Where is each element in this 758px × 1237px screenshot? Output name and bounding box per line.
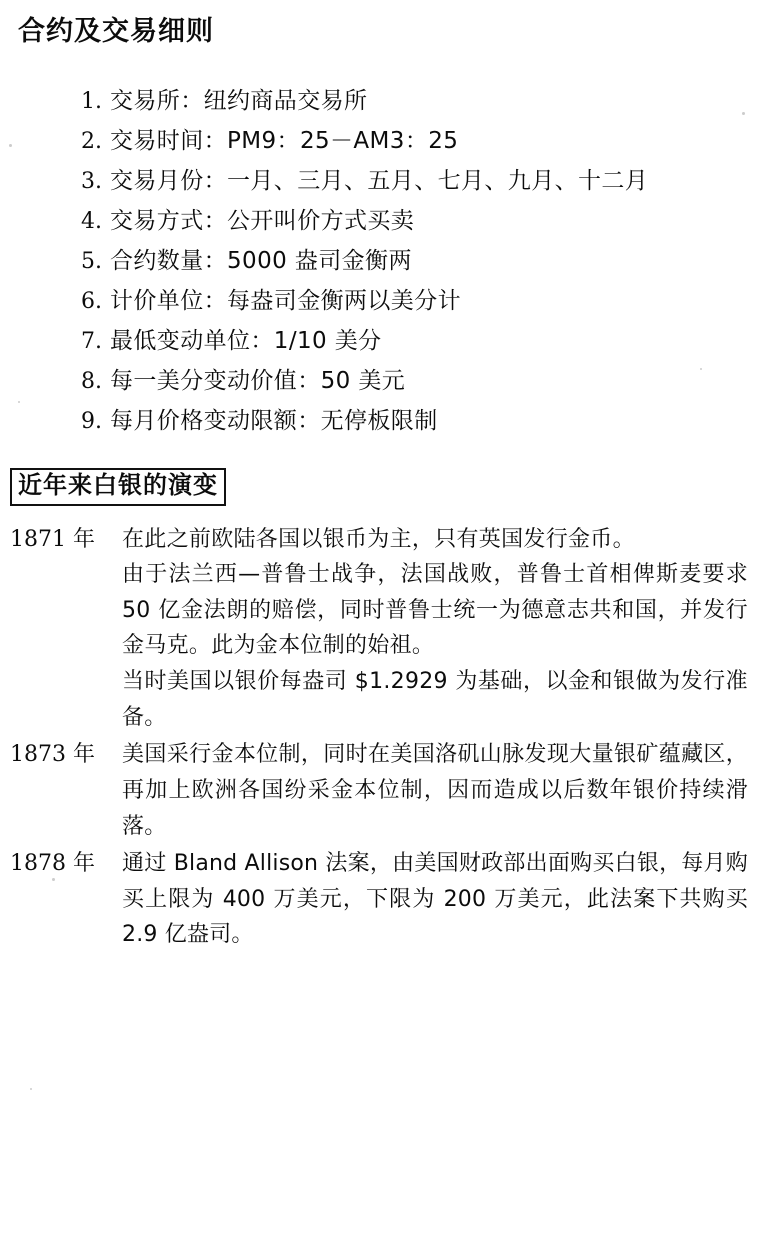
chronology-entry: [0, 522, 758, 736]
list-item-number: 9.: [81, 409, 102, 435]
list-item-number: 4.: [81, 209, 102, 235]
chronology-paragraph: 当时美国以银价每盎司 $1.2929 为基础，以金和银做为发行准备。: [122, 669, 748, 730]
chronology-body: [122, 846, 758, 953]
list-item-number: 3.: [81, 169, 102, 195]
scan-speckle: [30, 1088, 32, 1090]
list-item-text: 交易月份：一月、三月、五月、七月、九月、十二月: [110, 168, 649, 195]
list-item-number: 8.: [81, 369, 102, 395]
scan-speckle: [52, 878, 55, 881]
chronology-body: [122, 737, 758, 844]
list-item-number: 2.: [81, 129, 102, 155]
list-item-number: 1.: [81, 89, 102, 115]
list-item: [0, 130, 758, 153]
list-item-number: 5.: [81, 249, 102, 275]
chronology-entry: [0, 737, 758, 844]
section-heading: 近年来白银的演变: [10, 468, 226, 505]
scan-speckle: [700, 368, 702, 370]
list-item: [0, 90, 758, 113]
list-item-text: 交易方式：公开叫价方式买卖: [110, 208, 415, 235]
list-item-text: 计价单位：每盎司金衡两以美分计: [110, 288, 461, 315]
chronology-year: 1871 年: [10, 526, 95, 552]
list-item: [0, 370, 758, 393]
scan-speckle: [9, 144, 12, 147]
list-item: [0, 330, 758, 353]
list-item-number: 6.: [81, 289, 102, 315]
list-item: [0, 410, 758, 433]
contract-spec-list: [0, 90, 758, 433]
chronology-year: 1873 年: [10, 742, 95, 768]
list-item-text: 每月价格变动限额：无停板限制: [110, 408, 438, 435]
list-item-text: 每一美分变动价值：50 美元: [110, 368, 406, 395]
chronology-paragraph: 美国采行金本位制，同时在美国洛矶山脉发现大量银矿蕴藏区，再加上欧洲各国纷采金本位制，因而造成以后数年银价持续滑落。: [122, 742, 748, 839]
list-item-number: 7.: [81, 329, 102, 355]
list-item-text: 最低变动单位：1/10 美分: [110, 328, 382, 355]
scan-speckle: [18, 401, 20, 403]
page-title: 合约及交易细则: [18, 16, 214, 47]
scan-speckle: [742, 112, 745, 115]
chronology-year: 1878 年: [10, 851, 95, 877]
list-item-text: 交易时间：PM9：25－AM3：25: [110, 128, 459, 155]
list-item: [0, 290, 758, 313]
chronology-paragraph: 在此之前欧陆各国以银币为主，只有英国发行金币。: [122, 526, 635, 552]
document-page: [0, 16, 758, 1237]
list-item: [0, 250, 758, 273]
list-item-text: 交易所：纽约商品交易所: [110, 88, 368, 115]
chronology-paragraph: 通过 Bland Allison 法案，由美国财政部出面购买白银，每月购买上限为 400 万美元，下限为 200 万美元，此法案下共购买 2.9 亿盎司。: [122, 851, 748, 948]
chronology-entry: [0, 846, 758, 953]
chronology-paragraph: 由于法兰西—普鲁士战争，法国战败，普鲁士首相俾斯麦要求 50 亿金法朗的赔偿，同时普鲁士统一为德意志共和国，并发行金马克。此为金本位制的始祖。: [122, 562, 748, 659]
chronology-list: [0, 522, 758, 954]
list-item: [0, 170, 758, 193]
list-item-text: 合约数量：5000 盎司金衡两: [110, 248, 412, 275]
list-item: [0, 210, 758, 233]
chronology-body: [122, 522, 758, 736]
